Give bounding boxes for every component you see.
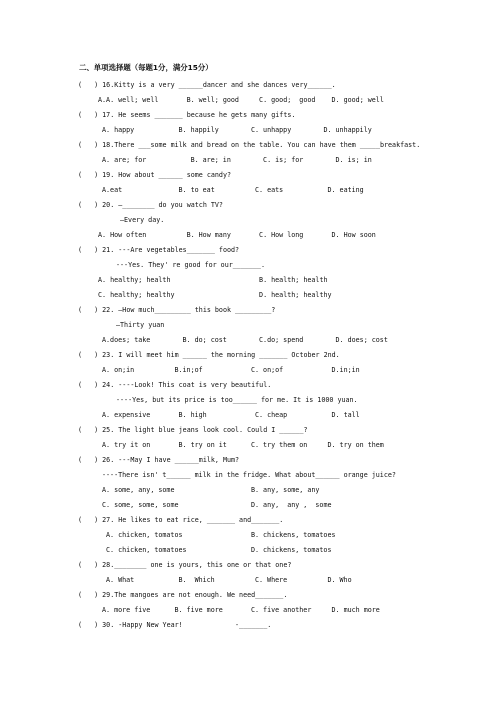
question-22-reply: —Thirty yuan <box>116 321 165 329</box>
question-28-stem: ( ) 28.________ one is yours, this one or that one? <box>78 561 292 569</box>
question-21-options-ab: A. healthy; health B. health; health <box>98 276 328 284</box>
question-21-options-cd: C. healthy; healthy D. health; healthy <box>98 291 332 299</box>
question-27-options-ab: A. chicken, tomatos B. chickens, tomatoes <box>106 531 336 539</box>
question-25-options: A. try it on B. try on it C. try them on D. try on them <box>102 441 384 449</box>
section-title: 二、单项选择题（每题1分，满分15分） <box>79 63 213 72</box>
question-25-stem: ( ) 25. The light blue jeans look cool. Could I ______? <box>78 426 308 434</box>
question-29-stem: ( ) 29.The mangoes are not enough. We need_______. <box>78 591 288 599</box>
question-27-options-cd: C. chicken, tomatoes D. chickens, tomatos <box>106 546 332 554</box>
question-20-stem: ( ) 20. —________ do you watch TV? <box>78 201 223 209</box>
question-20-reply: —Every day. <box>120 216 165 224</box>
question-19-stem: ( ) 19. How about ______ some candy? <box>78 171 231 179</box>
question-22-stem: ( ) 22. —How much_________ this book _________? <box>78 306 276 314</box>
question-21-reply: ---Yes. They' re good for our_______. <box>116 261 265 269</box>
question-30-stem: ( ) 30. -Happy New Year! -_______. <box>78 621 272 629</box>
question-26-options-cd: C. some, some, some D. any, any , some <box>102 501 332 509</box>
question-17-stem: ( ) 17. He seems _______ because he gets many gifts. <box>78 111 296 119</box>
question-16-stem: ( ) 16.Kitty is a very ______dancer and she dances very______. <box>78 81 336 89</box>
question-23-stem: ( ) 23. I will meet him ______ the morning _______ October 2nd. <box>78 351 340 359</box>
question-24-options: A. expensive B. high C. cheap D. tall <box>102 411 360 419</box>
question-24-stem: ( ) 24. ----Look! This coat is very beautiful. <box>78 381 272 389</box>
question-18-stem: ( ) 18.There ___some milk and bread on the table. You can have them _____breakfast. <box>78 141 421 149</box>
question-18-options: A. are; for B. are; in C. is; for D. is; in <box>102 156 372 164</box>
question-29-options: A. more five B. five more C. five another D. much more <box>102 606 380 614</box>
question-27-stem: ( ) 27. He likes to eat rice, _______ and_______. <box>78 516 284 524</box>
question-16-options: A.A. well; well B. well; good C. good; good D. good; well <box>98 96 384 104</box>
question-26-options-ab: A. some, any, some B. any, some, any <box>102 486 320 494</box>
question-20-options: A. How often B. How many C. How long D. How soon <box>98 231 376 239</box>
question-26-reply: ----There isn' t______ milk in the fridge. What about______ orange juice? <box>102 471 396 479</box>
question-21-stem: ( ) 21. ---Are vegetables_______ food? <box>78 246 240 254</box>
question-28-options: A. What B. Which C. Where D. Who <box>106 576 352 584</box>
question-19-options: A.eat B. to eat C. eats D. eating <box>102 186 364 194</box>
question-24-reply: ----Yes, but its price is too______ for me. It is 1000 yuan. <box>116 396 358 404</box>
question-23-options: A. on;in B.in;of C. on;of D.in;in <box>102 366 360 374</box>
question-22-options: A.does; take B. do; cost C.do; spend D. does; cost <box>102 336 388 344</box>
question-26-stem: ( ) 26. ---May I have ______milk, Mum? <box>78 456 240 464</box>
question-17-options: A. happy B. happily C. unhappy D. unhappily <box>102 126 372 134</box>
